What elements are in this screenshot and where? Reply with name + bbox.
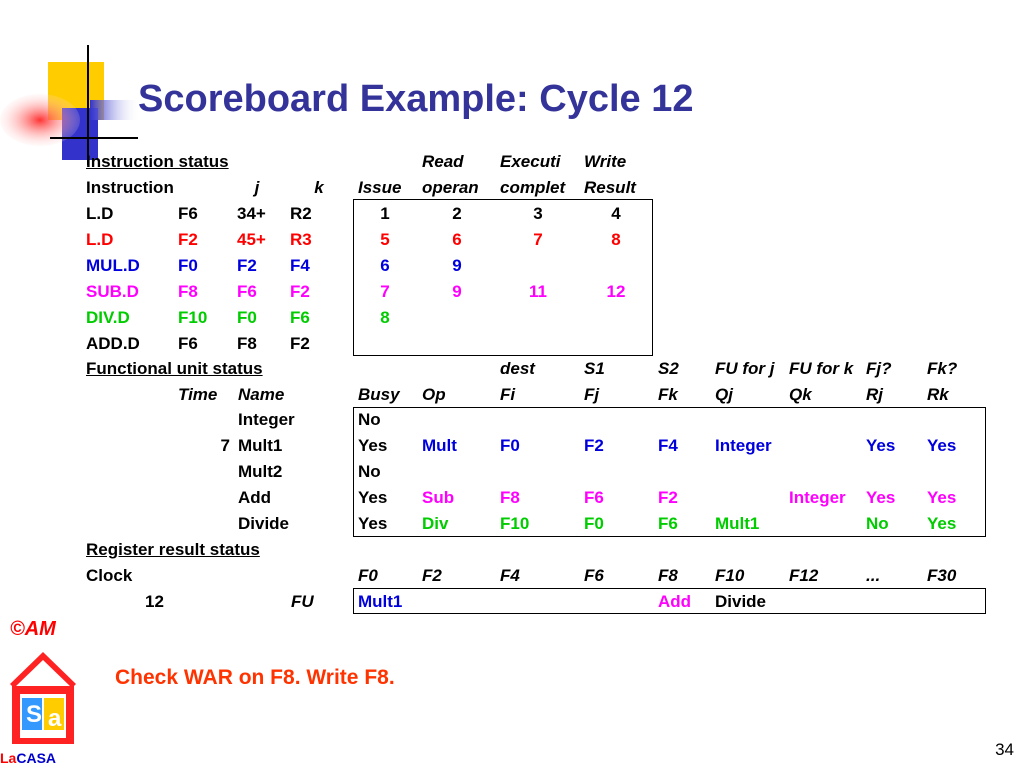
corner-decoration (0, 0, 140, 165)
register-fu-value: Mult1 (358, 592, 403, 611)
header-dest: dest (500, 359, 535, 378)
fu-rk: Yes (927, 488, 957, 507)
instr-dest: F0 (178, 256, 198, 275)
fu-status-label: Functional unit status (86, 359, 263, 378)
header-fk: Fk (658, 385, 678, 404)
fu-rk: Yes (927, 514, 957, 533)
register-name: F4 (500, 566, 520, 585)
blue-fade-bar (90, 100, 140, 120)
header-time: Time (178, 385, 218, 404)
header-fj: Fj? (866, 359, 892, 378)
clock-value: 12 (145, 592, 164, 611)
fu-name: Add (238, 488, 272, 507)
header-busy: Busy (358, 385, 400, 404)
header-write: Write (584, 152, 627, 171)
instr-exec: 3 (533, 204, 543, 223)
header-issue: Issue (358, 178, 402, 197)
instr-dest: F2 (178, 230, 198, 249)
instr-k: F4 (290, 256, 310, 275)
instr-write: 4 (611, 204, 621, 223)
instr-dest: F10 (178, 308, 208, 327)
instr-k: F6 (290, 308, 310, 327)
header-s2: S2 (658, 359, 679, 378)
fu-rk: Yes (927, 436, 957, 455)
lacasa-house-logo (4, 648, 82, 748)
instr-issue: 6 (380, 256, 390, 275)
header-fi: Fi (500, 385, 516, 404)
register-name: F0 (358, 566, 378, 585)
fu-fk: F2 (658, 488, 678, 507)
instr-j: F8 (237, 334, 257, 353)
header-instruction: Instruction (86, 178, 174, 197)
instr-k: R2 (290, 204, 312, 223)
clock-label: Clock (86, 566, 133, 585)
fu-rj: Yes (866, 488, 896, 507)
instr-k: F2 (290, 334, 310, 353)
register-name: F10 (715, 566, 745, 585)
fu-qj: Integer (715, 436, 772, 455)
header-name: Name (238, 385, 285, 404)
instruction-status-label: Instruction status (86, 152, 229, 171)
register-name: F2 (422, 566, 442, 585)
fu-name: Integer (238, 410, 295, 429)
instr-op: L.D (86, 204, 114, 223)
instr-j: F2 (237, 256, 257, 275)
header-j: j (254, 178, 260, 197)
instr-write: 12 (606, 282, 626, 301)
instr-issue: 7 (380, 282, 390, 301)
header-rj: Rj (866, 385, 883, 404)
fu-fi: F8 (500, 488, 520, 507)
instr-op: ADD.D (86, 334, 140, 353)
fu-name: Divide (238, 514, 290, 533)
svg-text:a: a (48, 705, 62, 732)
header-fj: Fj (584, 385, 600, 404)
fu-qj: Mult1 (715, 514, 760, 533)
fu-rj: Yes (866, 436, 896, 455)
fu-time: 7 (220, 436, 230, 455)
fu-qk: Integer (789, 488, 846, 507)
header-s1: S1 (584, 359, 605, 378)
header-operands: operan (422, 178, 479, 197)
instr-dest: F6 (178, 334, 198, 353)
fu-fi: F0 (500, 436, 520, 455)
instr-op: SUB.D (86, 282, 139, 301)
instr-exec: 11 (529, 282, 547, 301)
header-k: k (314, 178, 324, 197)
register-name: ... (866, 566, 881, 585)
fu-name: Mult1 (238, 436, 283, 455)
header-rk: Rk (927, 385, 949, 404)
instr-read: 9 (452, 282, 462, 301)
instr-read: 2 (452, 204, 462, 223)
lacasa-logo-text: LaCASA (0, 750, 57, 766)
header-complete: complet (500, 178, 566, 197)
register-name: F8 (658, 566, 678, 585)
instr-k: R3 (290, 230, 312, 249)
header-fu-for-j: FU for j (715, 359, 775, 378)
header-qk: Qk (789, 385, 812, 404)
fu-fj: F0 (584, 514, 604, 533)
instr-j: F6 (237, 282, 257, 301)
register-status-label: Register result status (86, 540, 260, 559)
instr-j: 45+ (237, 230, 266, 249)
fu-fj: F2 (584, 436, 604, 455)
header-fu-for-k: FU for k (789, 359, 854, 378)
fu-rj: No (866, 514, 889, 533)
header-fk: Fk? (927, 359, 958, 378)
fu-busy: Yes (358, 514, 388, 533)
page-title: Scoreboard Example: Cycle 12 (138, 78, 694, 120)
fu-op: Sub (422, 488, 455, 507)
fu-fi: F10 (500, 514, 530, 533)
header-read: Read (422, 152, 464, 171)
header-exec: Executi (500, 152, 561, 171)
fu-op: Mult (422, 436, 457, 455)
instr-read: 6 (452, 230, 462, 249)
instr-dest: F6 (178, 204, 198, 223)
header-op: Op (422, 385, 446, 404)
fu-fk: F4 (658, 436, 678, 455)
instr-dest: F8 (178, 282, 198, 301)
register-name: F6 (584, 566, 604, 585)
fu-name: Mult2 (238, 462, 283, 481)
instr-issue: 8 (380, 308, 390, 327)
fu-op: Div (422, 514, 449, 533)
instr-issue: 1 (380, 204, 390, 223)
svg-text:S: S (26, 701, 43, 728)
register-fu-value: Divide (715, 592, 767, 611)
instr-op: L.D (86, 230, 114, 249)
fu-busy: Yes (358, 488, 388, 507)
instr-exec: 7 (533, 230, 543, 249)
copyright-mark: ©AM (10, 618, 56, 640)
register-fu-value: Add (658, 592, 692, 611)
fu-busy: No (358, 410, 381, 429)
header-qj: Qj (715, 385, 733, 404)
instr-j: 34+ (237, 204, 266, 223)
instr-op: DIV.D (86, 308, 130, 327)
header-result: Result (584, 178, 636, 197)
instr-j: F0 (237, 308, 257, 327)
instr-issue: 5 (380, 230, 390, 249)
page-number: 34 (995, 740, 1014, 759)
fu-busy: No (358, 462, 381, 481)
note-text: Check WAR on F8. Write F8. (115, 666, 395, 689)
instr-k: F2 (290, 282, 310, 301)
register-name: F12 (789, 566, 819, 585)
fu-row-label: FU (291, 592, 314, 611)
fu-busy: Yes (358, 436, 388, 455)
fu-fk: F6 (658, 514, 678, 533)
instr-write: 8 (611, 230, 621, 249)
register-name: F30 (927, 566, 957, 585)
instr-read: 9 (452, 256, 462, 275)
instr-op: MUL.D (86, 256, 140, 275)
fu-fj: F6 (584, 488, 604, 507)
